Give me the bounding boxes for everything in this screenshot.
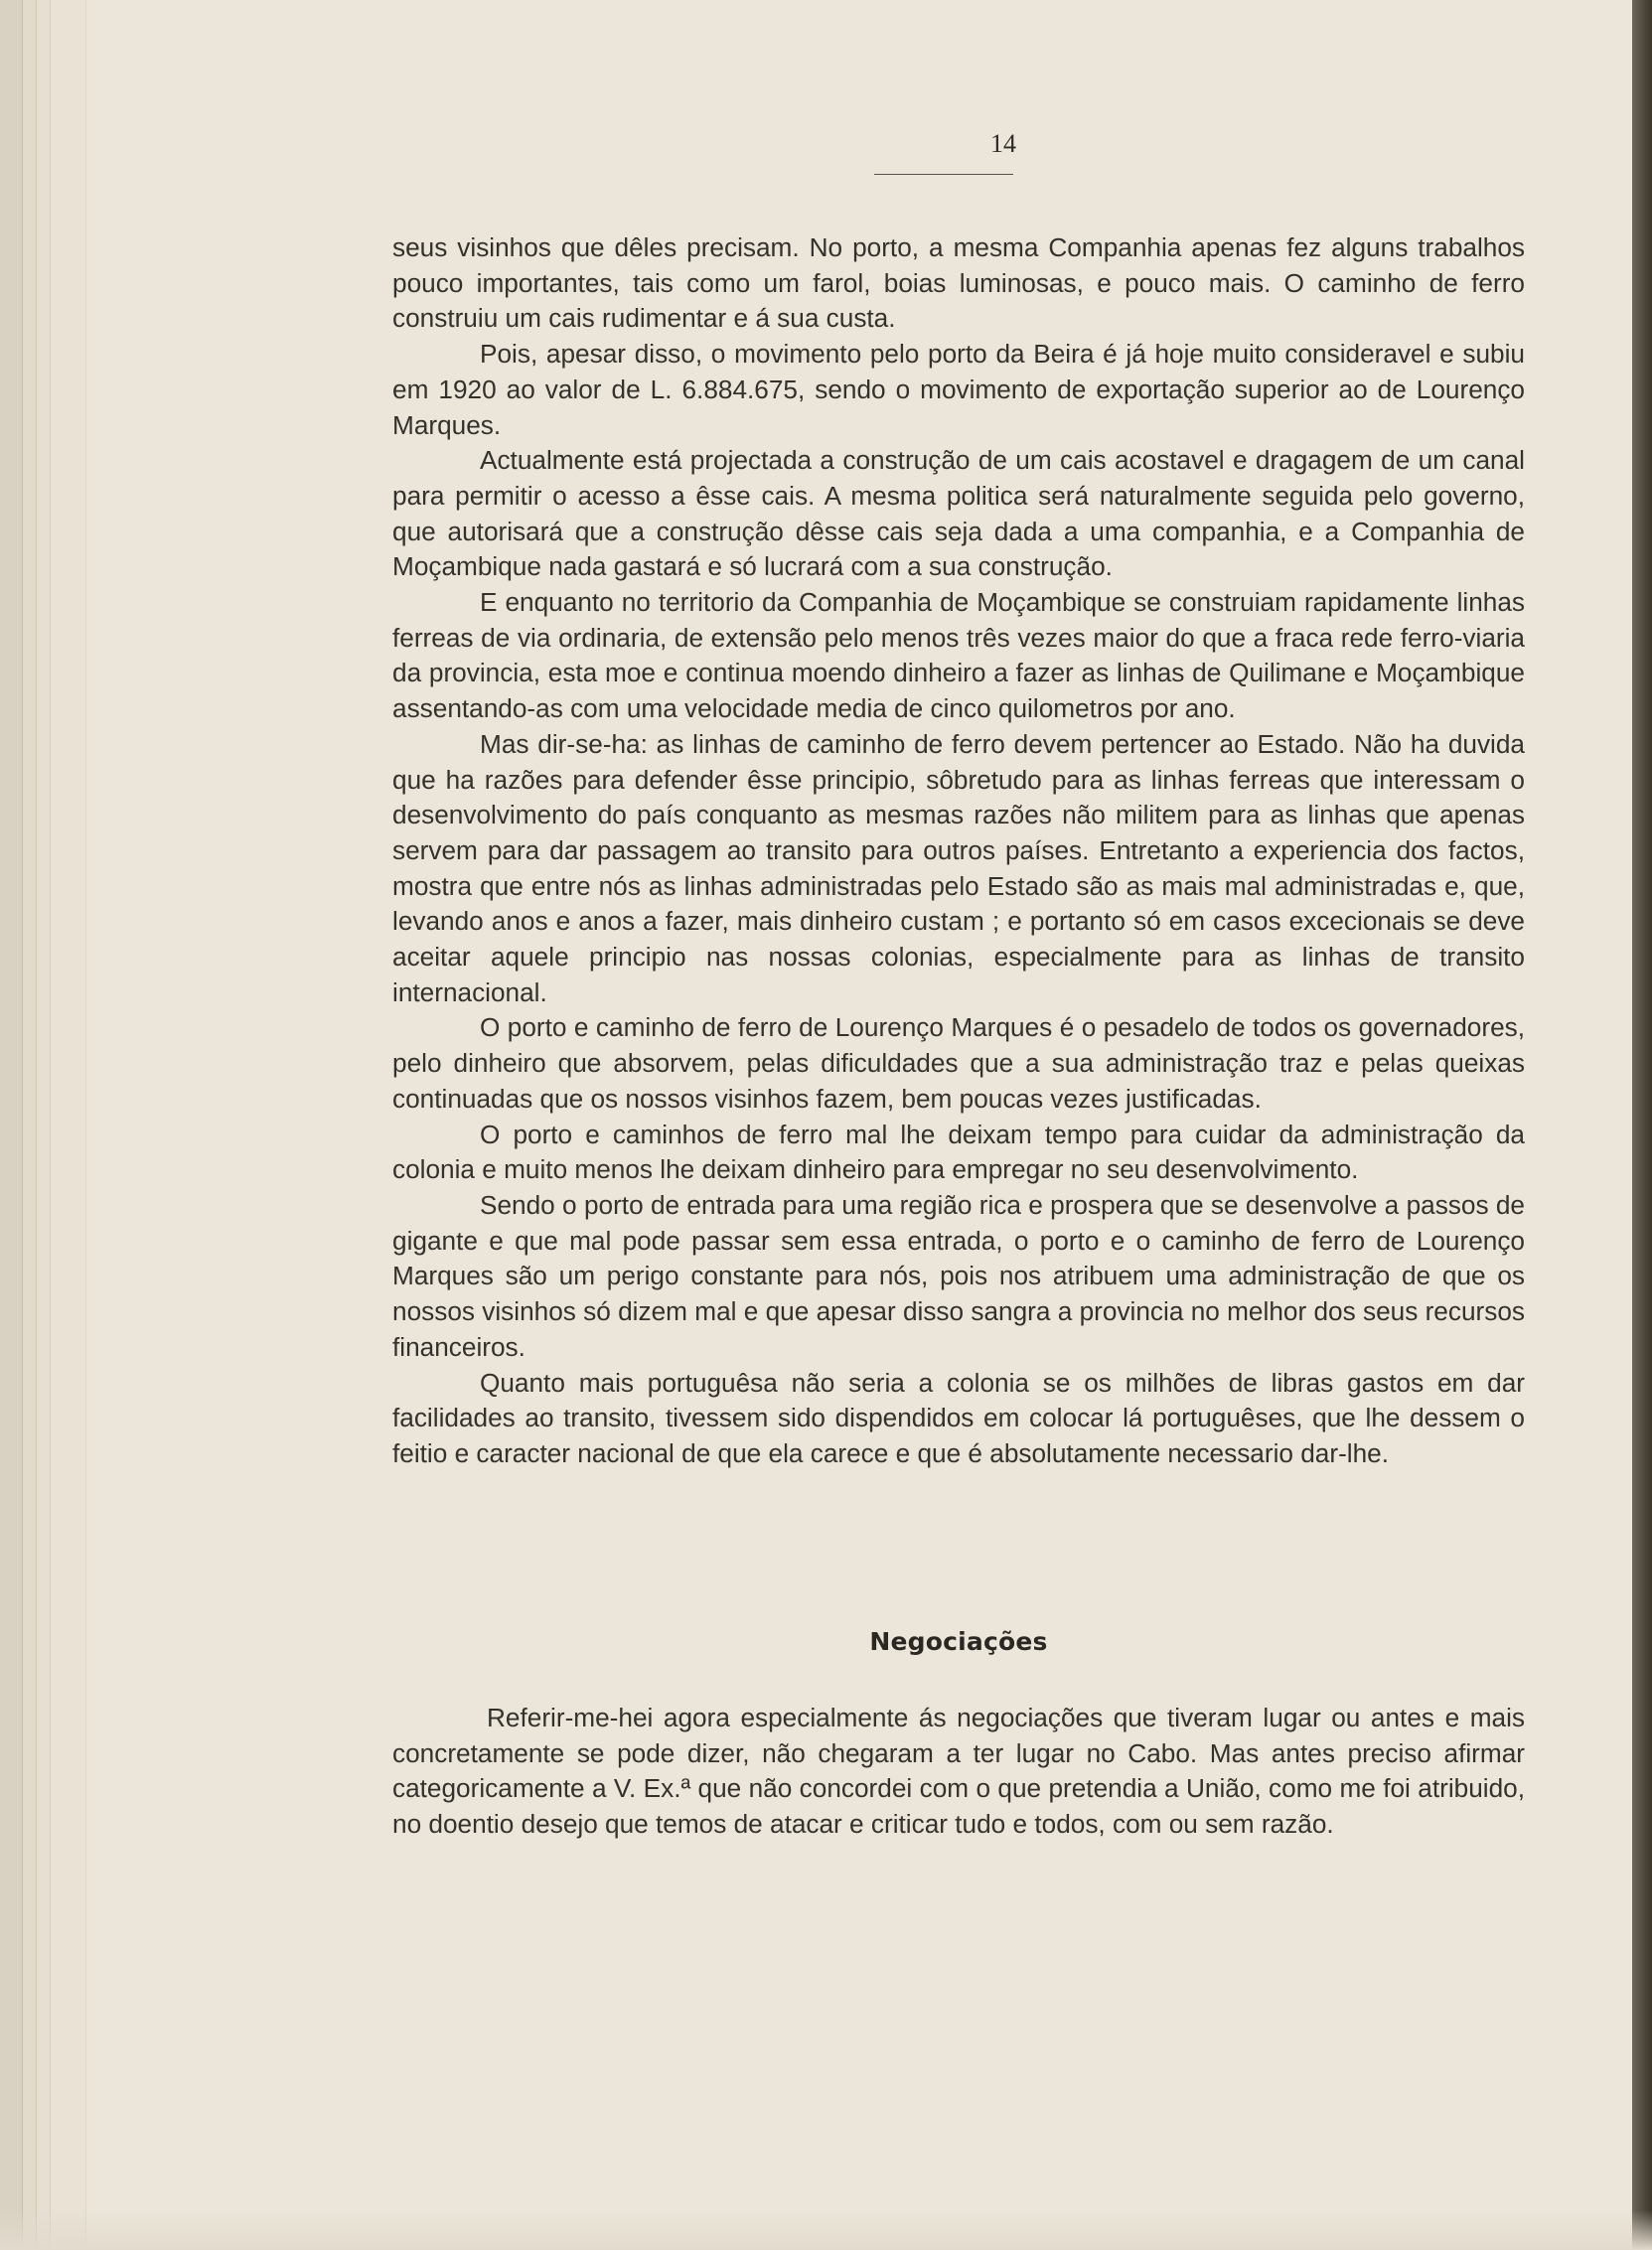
page-stack-edge	[0, 0, 22, 2250]
page-number-rule	[874, 174, 1013, 175]
paragraph: Referir-me-hei agora especialmente ás negociações que tiveram lugar ou antes e mais concretamente se pode dizer, não chegaram a ter lugar no Cabo. Mas antes preciso afirmar categoricamente a V. Ex.ª que não concordei com o que pretendia a União, como me foi atribuido, no doentio desejo que temos de atacar e criticar tudo e todos, com ou sem razão.	[392, 1703, 1525, 1840]
section-heading: Negociações	[869, 1627, 1048, 1656]
paragraph: Mas dir-se-ha: as linhas de caminho de ferro devem pertencer ao Estado. Não ha duvida que ha razões para defender êsse principio, sôbretudo para as linhas ferreas que interessam o desenvolvimento do país conquanto as mesmas razões não militem para as linhas que apenas servem para dar passagem ao transito para outros países. Entretanto a experiencia dos factos, mostra que entre nós as linhas administradas pelo Estado são as mais mal administradas e, que, levando anos e anos a fazer, mais dinheiro custam ; e portanto só em casos excecionais se deve aceitar aquele principio nas nossas colonias, especialmente para as linhas de transito internacional.	[392, 728, 1525, 1007]
page-stack-edge	[22, 0, 37, 2250]
paragraph: Quanto mais portuguêsa não seria a colonia se os milhões de libras gastos em dar facilidades ao transito, tivessem sido dispendidos em colocar lá portuguêses, que lhe dessem o feitio e caracter nacional de que ela carece e que é absolutamente necessario dar-lhe.	[392, 1367, 1525, 1468]
page-number: 14	[990, 129, 1016, 158]
paragraph: Sendo o porto de entrada para uma região rica e prospera que se desenvolve a passos de gigante e que mal pode passar sem essa entrada, o porto e o caminho de ferro de Lourenço Marques são um perigo constante para nós, pois nos atribuem uma administração de que os nossos visinhos só dizem mal e que apesar disso sangra a provincia no melhor dos seus recursos financeiros.	[392, 1189, 1525, 1362]
paragraph: O porto e caminho de ferro de Lourenço Marques é o pesadelo de todos os governadores, pelo dinheiro que absorvem, pelas dificuldades que a sua administração traz e pelas queixas continuadas que os nossos visinhos fazem, bem poucas vezes justificadas.	[392, 1012, 1525, 1114]
paragraph: Actualmente está projectada a construção de um cais acostavel e dragagem de um canal para permitir o acesso a êsse cais. A mesma politica será naturalmente seguida pelo governo, que autorisará que a construção dêsse cais seja dada a uma companhia, e a Companhia de Moçambique nada gastará e só lucrará com a sua construção.	[392, 445, 1525, 582]
scan-bottom-shade	[0, 2210, 1652, 2250]
page-stack-edge	[50, 0, 86, 2250]
page-stack-edge	[36, 0, 51, 2250]
body-text	[392, 230, 1525, 1472]
paragraph: E enquanto no territorio da Companhia de Moçambique se construiam rapidamente linhas ferreas de via ordinaria, de extensão pelo menos três vezes maior do que a fraca rede ferro-viaria da provincia, esta moe e continua moendo dinheiro a fazer as linhas de Quilimane e Moçambique assentando-as com uma velocidade media de cinco quilometros por ano.	[392, 587, 1525, 724]
paragraph: seus visinhos que dêles precisam. No porto, a mesma Companhia apenas fez alguns trabalhos pouco importantes, tais como um farol, boias luminosas, e pouco mais. O caminho de ferro construiu um cais rudimentar e á sua custa.	[392, 232, 1525, 334]
scan-border-right	[1632, 0, 1652, 2250]
section-body-text	[392, 1701, 1525, 1843]
page-stack-edge	[85, 0, 94, 2250]
paragraph: O porto e caminhos de ferro mal lhe deixam tempo para cuidar da administração da colonia e muito menos lhe deixam dinheiro para empregar no seu desenvolvimento.	[392, 1119, 1525, 1185]
paragraph: Pois, apesar disso, o movimento pelo porto da Beira é já hoje muito consideravel e subiu em 1920 ao valor de L. 6.884.675, sendo o movimento de exportação superior ao de Lourenço Marques.	[392, 339, 1525, 440]
